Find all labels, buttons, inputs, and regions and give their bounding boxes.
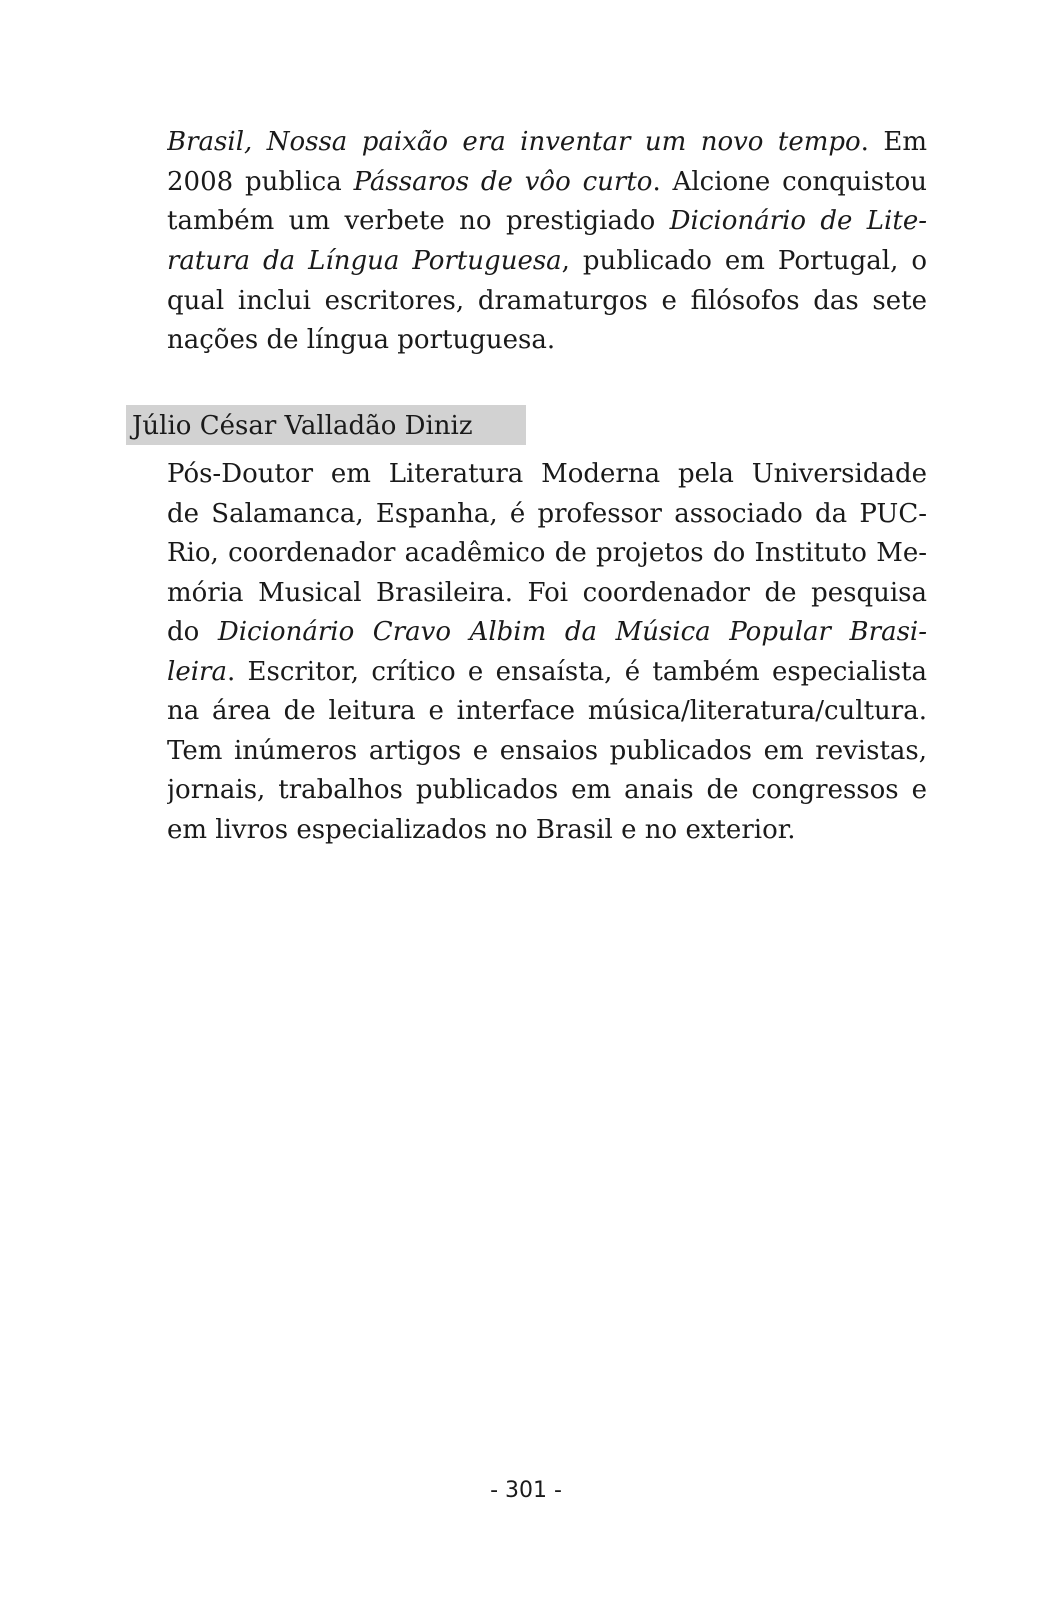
text-line: Rio, coordenador acadêmico de projetos do Instituto Me-: [167, 538, 927, 568]
text-line: qual inclui escritores, dramaturgos e filósofos das sete: [167, 286, 927, 316]
page-number: - 301 -: [490, 1478, 562, 1503]
text-line: Tem inúmeros artigos e ensaios publicados em revistas,: [167, 736, 927, 766]
author-heading: Júlio César Valladão Diniz: [126, 405, 526, 445]
text-line: de Salamanca, Espanha, é professor associado da PUC-: [167, 499, 927, 529]
text-line: na área de leitura e interface música/literatura/cultura.: [167, 696, 927, 726]
text-line: jornais, trabalhos publicados em anais de congressos e: [167, 775, 927, 805]
text-line: também um verbete no prestigiado Dicionário de Lite-: [167, 206, 927, 236]
text-line: do Dicionário Cravo Albim da Música Popular Brasi-: [167, 617, 927, 647]
text-line: Brasil, Nossa paixão era inventar um novo tempo. Em: [167, 127, 927, 157]
text-line: 2008 publica Pássaros de vôo curto. Alcione conquistou: [167, 167, 927, 197]
text-line: Pós-Doutor em Literatura Moderna pela Universidade: [167, 459, 927, 489]
text-line: mória Musical Brasileira. Foi coordenador de pesquisa: [167, 578, 927, 608]
text-line: leira. Escritor, crítico e ensaísta, é também especialista: [167, 657, 927, 687]
text-line: em livros especializados no Brasil e no exterior.: [167, 815, 796, 845]
text-line: nações de língua portuguesa.: [167, 325, 556, 355]
text-line: ratura da Língua Portuguesa, publicado em Portugal, o: [167, 246, 927, 276]
